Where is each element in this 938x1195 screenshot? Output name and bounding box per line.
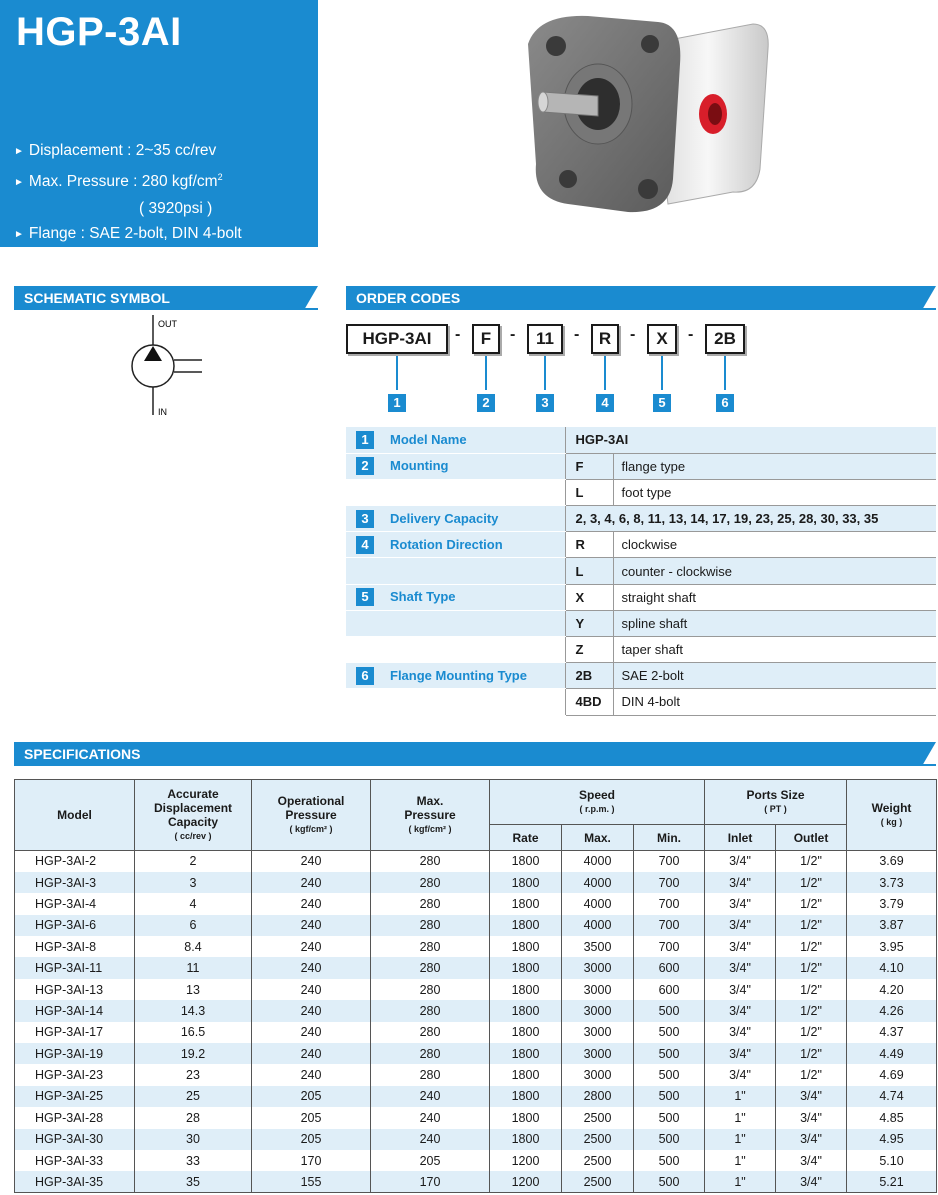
table-cell: 3/4"	[776, 1129, 847, 1150]
table-cell: 280	[371, 979, 490, 1000]
col-max-pressure: Max. Pressure ( kgf/cm² )	[371, 780, 490, 851]
code-connector	[604, 356, 606, 390]
table-cell: HGP-3AI-14	[15, 1000, 135, 1021]
feature-pressure: ► Max. Pressure : 280 kgf/$cm^2$	[14, 172, 223, 191]
table-cell: 35	[135, 1171, 252, 1192]
order-code-row: 1 Model Name HGP-3AI	[346, 427, 936, 453]
table-cell: 1/2"	[776, 1064, 847, 1085]
order-code-row: 4 Rotation Direction R clockwise	[346, 532, 936, 558]
table-cell: 3/4"	[705, 872, 776, 893]
table-cell: 1800	[490, 1129, 562, 1150]
table-cell: 3/4"	[705, 1043, 776, 1064]
table-cell: HGP-3AI-4	[15, 893, 135, 914]
table-cell: 3000	[562, 1000, 634, 1021]
table-cell: 1800	[490, 872, 562, 893]
feature-displacement: ► Displacement : 2~35 cc/rev	[14, 142, 217, 159]
table-cell: 700	[634, 851, 705, 872]
table-cell: 1/2"	[776, 1043, 847, 1064]
code-number-badge: 3	[536, 394, 554, 412]
table-cell: HGP-3AI-30	[15, 1129, 135, 1150]
table-cell: 500	[634, 1022, 705, 1043]
code-number-badge: 1	[388, 394, 406, 412]
table-cell: 1/2"	[776, 851, 847, 872]
table-cell: 500	[634, 1043, 705, 1064]
table-cell: 500	[634, 1171, 705, 1192]
gear-pump-image	[498, 4, 780, 224]
table-cell: HGP-3AI-35	[15, 1171, 135, 1192]
table-cell: 3/4"	[705, 957, 776, 978]
table-cell: 4.69	[847, 1064, 937, 1085]
table-cell: 4.85	[847, 1107, 937, 1128]
table-cell: 700	[634, 893, 705, 914]
table-cell: 240	[252, 1064, 371, 1085]
table-row	[15, 1022, 937, 1043]
code-dash: -	[574, 326, 580, 343]
col-speed: Speed ( r.p.m. )	[490, 780, 705, 825]
col-speed-rate: Rate	[490, 825, 562, 851]
table-cell: 4000	[562, 851, 634, 872]
code-mounting: F	[472, 324, 500, 354]
table-cell: 280	[371, 936, 490, 957]
code-connector	[661, 356, 663, 390]
table-cell: 1800	[490, 1000, 562, 1021]
table-cell: 600	[634, 957, 705, 978]
table-cell: 205	[252, 1107, 371, 1128]
table-cell: 280	[371, 957, 490, 978]
table-cell: 1800	[490, 1107, 562, 1128]
col-displacement: Accurate Displacement Capacity ( cc/rev )	[135, 780, 252, 851]
table-cell: 33	[135, 1150, 252, 1171]
col-speed-max: Max.	[562, 825, 634, 851]
table-cell: 1/2"	[776, 936, 847, 957]
table-cell: 280	[371, 893, 490, 914]
table-cell: 1/2"	[776, 872, 847, 893]
table-row	[15, 1043, 937, 1064]
table-cell: 11	[135, 957, 252, 978]
table-cell: 5.21	[847, 1171, 937, 1192]
code-dash: -	[455, 326, 461, 343]
table-cell: 3/4"	[776, 1150, 847, 1171]
table-cell: 30	[135, 1129, 252, 1150]
table-cell: HGP-3AI-17	[15, 1022, 135, 1043]
table-cell: 3.69	[847, 851, 937, 872]
table-cell: HGP-3AI-6	[15, 915, 135, 936]
code-connector	[724, 356, 726, 390]
table-cell: 13	[135, 979, 252, 1000]
table-cell: 8.4	[135, 936, 252, 957]
table-cell: 4.49	[847, 1043, 937, 1064]
table-cell: 1800	[490, 1043, 562, 1064]
table-cell: 170	[371, 1171, 490, 1192]
table-cell: 280	[371, 872, 490, 893]
code-number-badge: 2	[477, 394, 495, 412]
order-code-row: L counter - clockwise	[346, 558, 936, 584]
table-cell: HGP-3AI-19	[15, 1043, 135, 1064]
table-cell: 14.3	[135, 1000, 252, 1021]
table-cell: 500	[634, 1150, 705, 1171]
table-cell: 1"	[705, 1107, 776, 1128]
table-cell: 240	[252, 915, 371, 936]
table-cell: 280	[371, 851, 490, 872]
code-number-badge: 6	[716, 394, 734, 412]
order-code-row: L foot type	[346, 479, 936, 505]
table-row	[15, 1086, 937, 1107]
col-speed-min: Min.	[634, 825, 705, 851]
table-cell: 1/2"	[776, 1000, 847, 1021]
table-cell: 3500	[562, 936, 634, 957]
schematic-header: SCHEMATIC SYMBOL	[14, 286, 304, 310]
table-row	[15, 1171, 937, 1192]
table-cell: 3/4"	[705, 1000, 776, 1021]
table-cell: 4.37	[847, 1022, 937, 1043]
code-number-badge: 4	[596, 394, 614, 412]
table-cell: 1800	[490, 1022, 562, 1043]
table-cell: 1800	[490, 936, 562, 957]
table-cell: 280	[371, 1000, 490, 1021]
table-cell: HGP-3AI-3	[15, 872, 135, 893]
table-cell: 4.26	[847, 1000, 937, 1021]
table-cell: 1"	[705, 1086, 776, 1107]
col-inlet: Inlet	[705, 825, 776, 851]
schematic-out-label: OUT	[158, 319, 177, 329]
code-capacity: 11	[527, 324, 563, 354]
col-outlet: Outlet	[776, 825, 847, 851]
table-cell: 1"	[705, 1150, 776, 1171]
code-dash: -	[688, 326, 694, 343]
schematic-in-label: IN	[158, 407, 167, 417]
schematic-header-rule	[14, 308, 318, 310]
specifications-header-rule	[14, 764, 936, 766]
table-cell: 3000	[562, 957, 634, 978]
table-row	[15, 936, 937, 957]
bullet-triangle-icon: ►	[14, 177, 24, 189]
table-row	[15, 851, 937, 872]
feature-flange: ► Flange : SAE 2-bolt, DIN 4-bolt	[14, 225, 242, 243]
code-rotation: R	[591, 324, 619, 354]
table-cell: 205	[252, 1129, 371, 1150]
table-cell: 155	[252, 1171, 371, 1192]
table-cell: HGP-3AI-11	[15, 957, 135, 978]
table-row	[15, 1150, 937, 1171]
table-cell: 1/2"	[776, 957, 847, 978]
table-cell: HGP-3AI-2	[15, 851, 135, 872]
col-ports-size: Ports Size ( PT )	[705, 780, 847, 825]
table-cell: 28	[135, 1107, 252, 1128]
order-codes-header: ORDER CODES	[346, 286, 922, 310]
order-codes-header-rule	[346, 308, 936, 310]
table-row	[15, 1129, 937, 1150]
code-shaft: X	[647, 324, 677, 354]
table-cell: 240	[252, 1000, 371, 1021]
code-connector	[396, 356, 398, 390]
table-cell: 500	[634, 1086, 705, 1107]
table-cell: 500	[634, 1129, 705, 1150]
table-cell: 3000	[562, 1043, 634, 1064]
table-cell: 280	[371, 1043, 490, 1064]
table-cell: 23	[135, 1064, 252, 1085]
table-cell: 3/4"	[776, 1086, 847, 1107]
code-dash: -	[630, 326, 636, 343]
table-cell: 25	[135, 1086, 252, 1107]
table-cell: HGP-3AI-23	[15, 1064, 135, 1085]
table-cell: 3	[135, 872, 252, 893]
table-cell: 3.79	[847, 893, 937, 914]
table-cell: 4000	[562, 915, 634, 936]
code-number-badge: 5	[653, 394, 671, 412]
table-cell: 240	[252, 936, 371, 957]
table-cell: 1800	[490, 979, 562, 1000]
table-cell: 2500	[562, 1129, 634, 1150]
order-code-row: 3 Delivery Capacity 2, 3, 4, 6, 8, 11, 13, 14, 17, 19, 23, 25, 28, 30, 33, 35	[346, 506, 936, 532]
table-cell: 3/4"	[705, 1064, 776, 1085]
table-cell: 1800	[490, 1086, 562, 1107]
table-cell: 3/4"	[705, 979, 776, 1000]
product-title: HGP-3AI	[16, 10, 182, 54]
order-code-row: Z taper shaft	[346, 637, 936, 663]
table-cell: 500	[634, 1064, 705, 1085]
table-row	[15, 915, 937, 936]
table-row	[15, 1000, 937, 1021]
table-cell: 3.73	[847, 872, 937, 893]
table-cell: 240	[252, 851, 371, 872]
table-cell: 16.5	[135, 1022, 252, 1043]
table-cell: 6	[135, 915, 252, 936]
table-cell: 1800	[490, 851, 562, 872]
table-cell: 240	[252, 893, 371, 914]
table-cell: 3000	[562, 1022, 634, 1043]
feature-list	[14, 138, 242, 248]
table-row	[15, 893, 937, 914]
table-row	[15, 979, 937, 1000]
table-cell: HGP-3AI-13	[15, 979, 135, 1000]
table-cell: 280	[371, 1064, 490, 1085]
order-code-row: 6 Flange Mounting Type 2B SAE 2-bolt	[346, 663, 936, 689]
table-cell: 700	[634, 915, 705, 936]
table-cell: 240	[371, 1107, 490, 1128]
order-code-row: 4BD DIN 4-bolt	[346, 689, 936, 715]
table-cell: 240	[371, 1086, 490, 1107]
table-cell: 3000	[562, 979, 634, 1000]
bullet-triangle-icon: ►	[14, 229, 24, 241]
table-cell: 205	[371, 1150, 490, 1171]
table-cell: 3/4"	[776, 1171, 847, 1192]
hero-panel	[0, 0, 318, 247]
table-cell: 2500	[562, 1150, 634, 1171]
table-row	[15, 1064, 937, 1085]
table-cell: 240	[252, 872, 371, 893]
table-cell: 4	[135, 893, 252, 914]
table-cell: 240	[252, 1043, 371, 1064]
table-cell: 170	[252, 1150, 371, 1171]
table-cell: 4.20	[847, 979, 937, 1000]
table-cell: 4.10	[847, 957, 937, 978]
specifications-body	[15, 851, 937, 1193]
table-cell: 3000	[562, 1064, 634, 1085]
code-connector	[485, 356, 487, 390]
table-cell: 280	[371, 1022, 490, 1043]
table-cell: 4.74	[847, 1086, 937, 1107]
table-cell: 1/2"	[776, 915, 847, 936]
table-cell: HGP-3AI-25	[15, 1086, 135, 1107]
code-dash: -	[510, 326, 516, 343]
table-cell: 1800	[490, 957, 562, 978]
table-row	[15, 1107, 937, 1128]
table-cell: 1800	[490, 893, 562, 914]
table-cell: 1200	[490, 1171, 562, 1192]
table-cell: 1"	[705, 1129, 776, 1150]
table-cell: 3.87	[847, 915, 937, 936]
pump-schematic-icon	[118, 315, 218, 420]
table-cell: 1/2"	[776, 893, 847, 914]
table-cell: 3/4"	[705, 915, 776, 936]
table-cell: HGP-3AI-28	[15, 1107, 135, 1128]
table-cell: 205	[252, 1086, 371, 1107]
table-cell: 240	[252, 957, 371, 978]
table-cell: 700	[634, 872, 705, 893]
table-cell: 600	[634, 979, 705, 1000]
table-cell: 2	[135, 851, 252, 872]
table-row	[15, 957, 937, 978]
table-cell: 240	[371, 1129, 490, 1150]
table-cell: 1/2"	[776, 979, 847, 1000]
table-cell: 4000	[562, 893, 634, 914]
table-cell: 700	[634, 936, 705, 957]
table-cell: 3/4"	[776, 1107, 847, 1128]
order-code-table	[346, 427, 936, 716]
table-cell: HGP-3AI-8	[15, 936, 135, 957]
table-cell: 4.95	[847, 1129, 937, 1150]
table-cell: 1200	[490, 1150, 562, 1171]
specifications-table	[14, 779, 937, 1193]
table-cell: 3/4"	[705, 936, 776, 957]
table-cell: 2500	[562, 1171, 634, 1192]
col-model: Model	[15, 780, 135, 851]
code-model: HGP-3AI	[346, 324, 448, 354]
table-cell: 280	[371, 915, 490, 936]
table-cell: 3.95	[847, 936, 937, 957]
table-cell: 3/4"	[705, 1022, 776, 1043]
col-weight: Weight ( kg )	[847, 780, 937, 851]
specifications-header: SPECIFICATIONS	[14, 742, 922, 766]
table-cell: 1/2"	[776, 1022, 847, 1043]
table-row	[15, 872, 937, 893]
table-cell: 2500	[562, 1107, 634, 1128]
table-cell: 240	[252, 979, 371, 1000]
bullet-triangle-icon: ►	[14, 146, 24, 157]
table-cell: 3/4"	[705, 851, 776, 872]
table-cell: 1800	[490, 915, 562, 936]
code-connector	[544, 356, 546, 390]
feature-pressure-psi: ( 3920psi )	[139, 200, 213, 218]
table-cell: 500	[634, 1107, 705, 1128]
order-code-row: Y spline shaft	[346, 610, 936, 636]
table-cell: 1800	[490, 1064, 562, 1085]
table-cell: 500	[634, 1000, 705, 1021]
table-cell: 4000	[562, 872, 634, 893]
table-cell: 1"	[705, 1171, 776, 1192]
order-code-row: 2 Mounting F flange type	[346, 453, 936, 479]
table-cell: HGP-3AI-33	[15, 1150, 135, 1171]
table-cell: 240	[252, 1022, 371, 1043]
col-operational-pressure: Operational Pressure ( kgf/cm² )	[252, 780, 371, 851]
code-flange: 2B	[705, 324, 745, 354]
table-cell: 19.2	[135, 1043, 252, 1064]
table-cell: 5.10	[847, 1150, 937, 1171]
table-cell: 2800	[562, 1086, 634, 1107]
order-code-row: 5 Shaft Type X straight shaft	[346, 584, 936, 610]
table-cell: 3/4"	[705, 893, 776, 914]
